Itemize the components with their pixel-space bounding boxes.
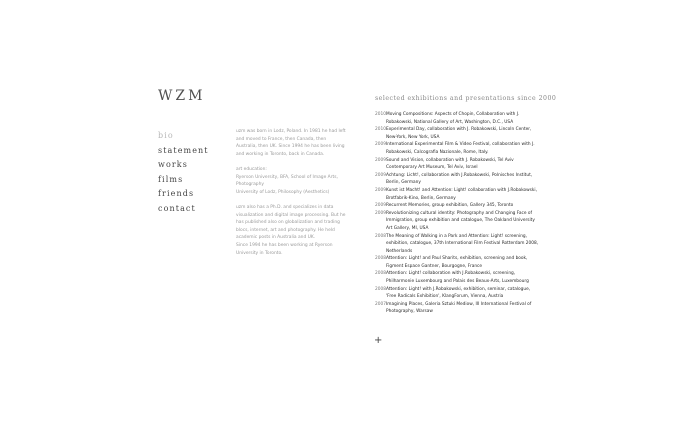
exhibition-year: 2009	[375, 203, 386, 209]
exhibition-item	[375, 187, 540, 202]
exhibition-text: Attention: Light! and Paul Sharits, exhibition, screening and book, Figment Espace Gantner, Bourgogne, France	[386, 256, 528, 269]
nav-item-works[interactable]: works	[158, 160, 188, 169]
exhibition-text: The Meaning of Walking in a Park and Attention: Light! screening, exhibition, catalogue, 37th International Film Festival Rotterdam 2008, Netherlands	[386, 233, 539, 254]
site-logo[interactable]: WZM	[158, 88, 206, 104]
bio-paragraph-education: art education: Ryerson University, BFA, School of Image Arts, Photography University of Lodz, Philosophy (Aesthetics)	[236, 166, 338, 195]
exhibition-item	[375, 172, 540, 187]
exhibition-item	[375, 270, 540, 285]
exhibition-text: Imagining Places, Galeria Sztuki Mediow, III International Festival of Photography, Warsaw	[386, 301, 532, 315]
main-nav	[158, 129, 209, 216]
exhibition-item	[375, 286, 540, 301]
exhibition-year: 2008	[375, 271, 386, 277]
nav-item-bio[interactable]: bio	[158, 131, 174, 140]
exhibition-text: Experimental Day, collaboration with J. Robakowski, Lincoln Center, New-York, New York, USA	[386, 127, 532, 140]
nav-item-films[interactable]: films	[158, 174, 184, 184]
exhibition-text: Recurrent Memories, group exhibition, Gallery 345, Toronto	[386, 203, 514, 209]
exhibition-year: 2010	[375, 127, 386, 133]
nav-item-friends[interactable]: friends	[158, 189, 195, 198]
exhibition-year: 2009	[375, 142, 386, 148]
exhibition-text: Attention: Light! collaboration with J.Robakowski, screening, Philharmonie Luxembourg and Palais des Beaux-Arts, Luxembourg	[386, 271, 529, 285]
bio-text	[236, 128, 348, 265]
nav-item-contact[interactable]: contact	[158, 203, 196, 213]
bio-paragraph-origin: uzm was born in Lodz, Poland. In 1981 he had left and moved to France, then Canada, then Australia, then UK. Since 1994 he has been living and working in Toronto, back in Canada.	[236, 129, 346, 157]
exhibition-item	[375, 157, 540, 172]
exhibition-year: 2010	[375, 112, 386, 117]
exhibition-year: 2009	[375, 210, 386, 216]
exhibition-text: Attention: Light! with J.Robakowski, exhibition, seminar, catalogue, 'Free Radicals Exhibition', KlangForum, Vienna, Austria	[386, 286, 531, 300]
exhibition-year: 2008	[375, 233, 386, 239]
exhibition-text: International Experimental Film & Video Festival, collaboration with J. Robakowski, Calcografia Nazionale, Rome, Italy.	[386, 142, 535, 155]
exhibition-item	[375, 111, 540, 126]
exhibition-item	[375, 210, 540, 233]
exhibitions-list	[375, 111, 540, 316]
exhibition-item	[375, 126, 540, 141]
exhibition-year: 2009	[375, 157, 386, 163]
exhibition-item	[375, 233, 540, 256]
exhibition-year: 2008	[375, 286, 386, 292]
exhibition-year: 2007	[375, 301, 386, 307]
nav-item-statement[interactable]: statement	[158, 145, 209, 155]
bio-paragraph-career: uzm also has a Ph.D. and specializes in data visualization and digital image processing. But he has published also on globalization and trading blocs, internet, art and photography. He held academic posts in Australia and UK. Since 1994 he has been working at Ryerson University in Toronto.	[236, 204, 346, 256]
exhibition-text: Revolutionizing cultural identity: Photography and Changing Face of Immigration, group exhibition and catalogue, The Oakland University Art Gallery, MI, USA	[386, 210, 535, 231]
exhibition-text: Moving Compositions: Aspects of Chopin, Collaboration with J. Robakowski, National Gallery of Art, Washington, D.C., USA	[386, 112, 520, 125]
exhibition-item	[375, 141, 540, 156]
exhibition-year: 2008	[375, 256, 386, 262]
exhibitions-title: selected exhibitions and presentations since 2000	[375, 95, 557, 102]
more-exhibitions-button[interactable]: +	[374, 335, 383, 346]
exhibition-item	[375, 202, 540, 210]
exhibition-text: Sound and Vision, collaboration with J. Robakowski, Tel Aviv Contemporary Art Museum, Tel Aviv, Israel	[386, 157, 514, 171]
exhibition-year: 2009	[375, 187, 386, 193]
exhibition-item	[375, 301, 540, 316]
exhibition-year: 2009	[375, 172, 386, 178]
exhibition-text: Kunst ist Macht! and Attention: Light! collaboration with J.Robakowski, Brotfabrik-Kino, Berlin, Germany	[386, 187, 537, 201]
exhibition-item	[375, 255, 540, 270]
exhibition-text: Achtung: Licht!, collaboration with J.Robakowski, Polnisches Institut, Berlin, Germany	[386, 172, 533, 186]
